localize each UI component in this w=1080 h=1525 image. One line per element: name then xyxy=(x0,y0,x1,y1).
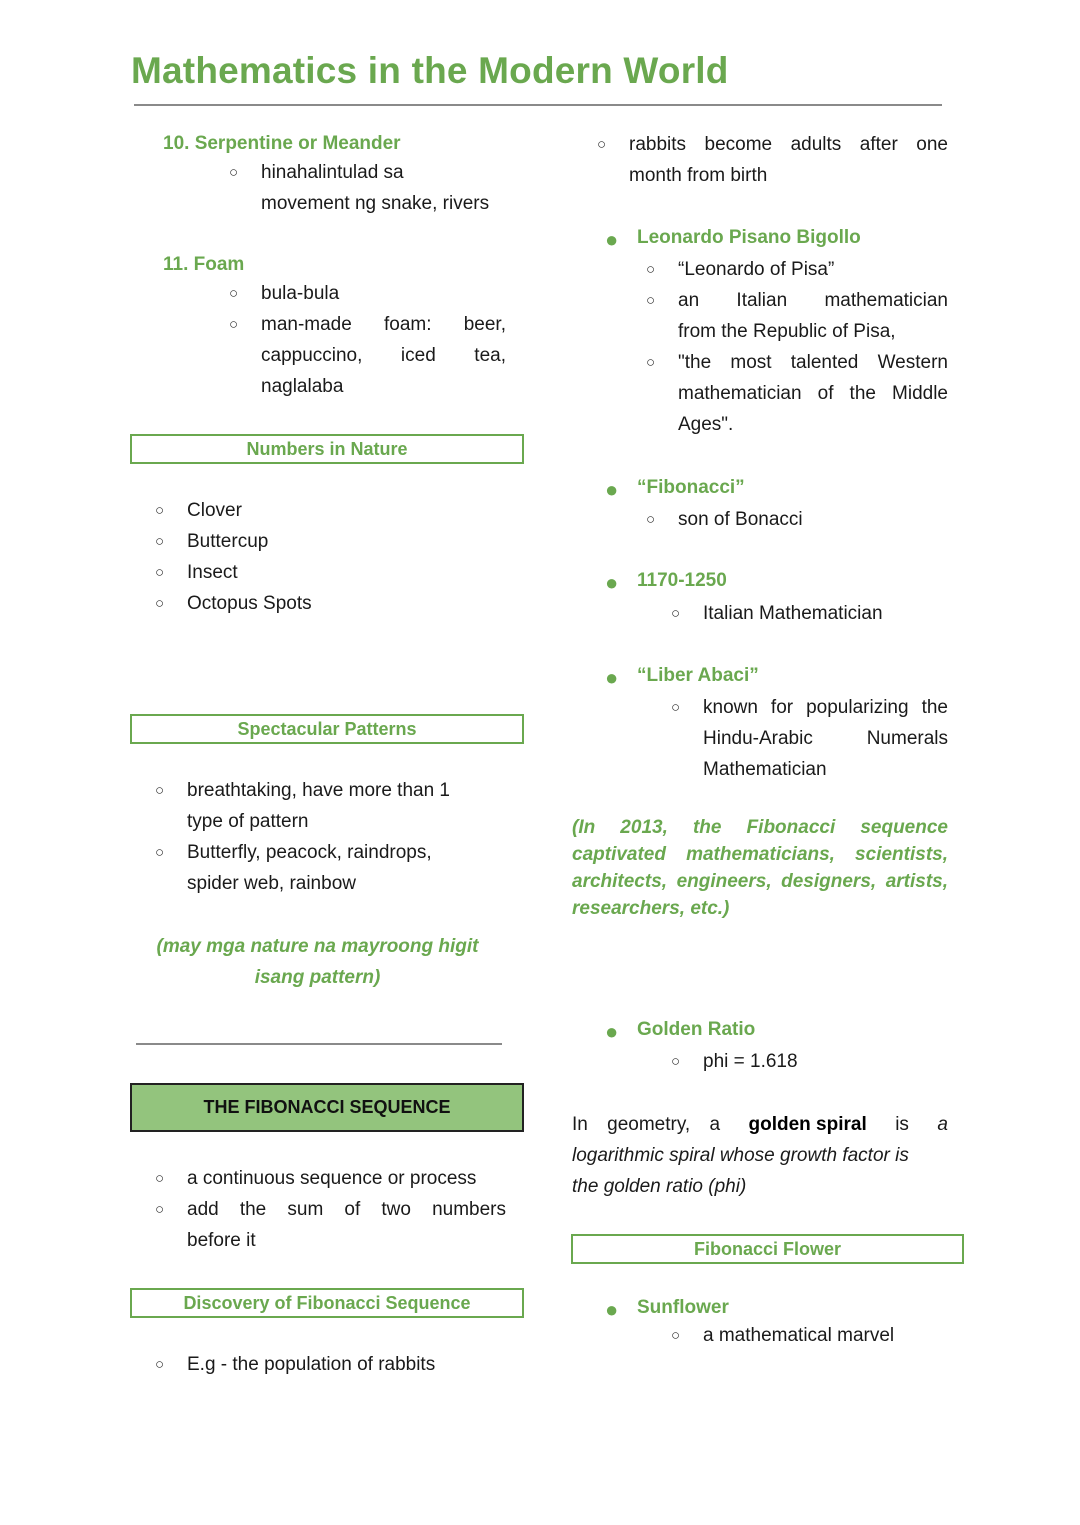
golden-ratio-heading: Golden Ratio xyxy=(637,1019,756,1040)
fibonacci-flower-header: Fibonacci Flower xyxy=(571,1234,964,1264)
bullet-circle-icon: ○ xyxy=(646,261,656,278)
foam-bullet-2-line2: cappuccino, iced tea, xyxy=(261,345,506,366)
leonardo-heading: Leonardo Pisano Bigollo xyxy=(637,227,861,248)
bullet-circle-icon: ○ xyxy=(155,1170,165,1187)
serpentine-heading: 10. Serpentine or Meander xyxy=(163,133,401,154)
fibonacci-name-bullet: son of Bonacci xyxy=(678,509,803,530)
leonardo-bullet-1: “Leonardo of Pisa” xyxy=(678,259,835,280)
spiral-text-c: is xyxy=(895,1114,909,1135)
fibonacci-note-line4: researchers, etc.) xyxy=(572,898,730,919)
fibonacci-name-heading: “Fibonacci” xyxy=(637,477,745,498)
serpentine-bullet-line2: movement ng snake, rivers xyxy=(261,193,490,214)
leonardo-bullet-2-line1: an Italian mathematician xyxy=(678,290,948,311)
golden-spiral-line1 xyxy=(572,1109,948,1140)
spectacular-note-line2: isang pattern) xyxy=(254,967,381,988)
bullet-circle-icon: ○ xyxy=(155,595,165,612)
sunflower-bullet: a mathematical marvel xyxy=(703,1325,895,1346)
bullet-circle-icon: ○ xyxy=(671,699,681,716)
spiral-text-d: a xyxy=(937,1114,948,1135)
foam-bullet-2-line1: man-made foam: beer, xyxy=(261,314,506,335)
fibonacci-note-line2: captivated mathematicians, scientists, xyxy=(572,844,948,865)
section-divider xyxy=(136,1043,502,1045)
spiral-text-a: In geometry, a xyxy=(572,1114,721,1135)
discovery-header: Discovery of Fibonacci Sequence xyxy=(130,1288,524,1318)
nature-item-buttercup: Buttercup xyxy=(187,531,269,552)
fibonacci-note-line1: (In 2013, the Fibonacci sequence xyxy=(572,817,948,838)
bullet-dot-icon: ● xyxy=(605,1297,619,1322)
liber-bullet-line1: known for popularizing the xyxy=(703,697,948,718)
bullet-circle-icon: ○ xyxy=(671,1327,681,1344)
leonardo-bullet-2-line2: from the Republic of Pisa, xyxy=(678,321,896,342)
spectacular-bullet-2-line1: Butterfly, peacock, raindrops, xyxy=(187,842,432,863)
golden-spiral-line3: the golden ratio (phi) xyxy=(572,1176,747,1197)
page-title: Mathematics in the Modern World xyxy=(131,50,729,91)
bullet-dot-icon: ● xyxy=(605,665,619,690)
bullet-circle-icon: ○ xyxy=(229,285,239,302)
bullet-dot-icon: ● xyxy=(605,477,619,502)
spectacular-bullet-2-line2: spider web, rainbow xyxy=(187,873,356,894)
bullet-circle-icon: ○ xyxy=(671,605,681,622)
sunflower-heading: Sunflower xyxy=(637,1297,729,1318)
liber-abaci-heading: “Liber Abaci” xyxy=(637,665,759,686)
fibonacci-bullet-2-line2: before it xyxy=(187,1230,256,1251)
fibonacci-sequence-header: THE FIBONACCI SEQUENCE xyxy=(130,1083,524,1132)
bullet-circle-icon: ○ xyxy=(229,164,239,181)
spectacular-note-line1: (may mga nature na mayroong higit xyxy=(156,936,479,957)
bullet-circle-icon: ○ xyxy=(646,511,656,528)
liber-bullet-line2: Hindu-Arabic Numerals xyxy=(703,728,948,749)
fibonacci-bullet-1: a continuous sequence or process xyxy=(187,1168,477,1189)
bullet-circle-icon: ○ xyxy=(229,316,239,333)
spiral-term: golden spiral xyxy=(748,1114,867,1135)
bullet-circle-icon: ○ xyxy=(155,564,165,581)
leonardo-bullet-3-line1: "the most talented Western xyxy=(678,352,948,373)
bullet-circle-icon: ○ xyxy=(155,502,165,519)
bullet-circle-icon: ○ xyxy=(155,1201,165,1218)
fibonacci-bullet-2-line1: add the sum of two numbers xyxy=(187,1199,506,1220)
years-bullet: Italian Mathematician xyxy=(703,603,883,624)
leonardo-bullet-3-line3: Ages". xyxy=(678,414,734,435)
rabbits-line1: rabbits become adults after one xyxy=(629,134,948,155)
nature-item-clover: Clover xyxy=(187,500,242,521)
spectacular-bullet-1-line2: type of pattern xyxy=(187,811,309,832)
title-divider xyxy=(134,104,942,106)
fibonacci-note-line3: architects, engineers, designers, artists, xyxy=(572,871,948,892)
bullet-circle-icon: ○ xyxy=(597,136,607,153)
bullet-circle-icon: ○ xyxy=(671,1053,681,1070)
golden-ratio-value: phi = 1.618 xyxy=(703,1051,798,1072)
spectacular-patterns-header: Spectacular Patterns xyxy=(130,714,524,744)
numbers-in-nature-header: Numbers in Nature xyxy=(130,434,524,464)
foam-bullet-2-line3: naglalaba xyxy=(261,376,344,397)
bullet-circle-icon: ○ xyxy=(155,1356,165,1373)
golden-spiral-line2: logarithmic spiral whose growth factor is xyxy=(572,1145,909,1166)
bullet-circle-icon: ○ xyxy=(155,844,165,861)
bullet-circle-icon: ○ xyxy=(155,533,165,550)
years-heading: 1170-1250 xyxy=(637,570,727,591)
discovery-bullet-1: E.g - the population of rabbits xyxy=(187,1354,436,1375)
nature-item-octopus: Octopus Spots xyxy=(187,593,312,614)
bullet-circle-icon: ○ xyxy=(646,292,656,309)
bullet-dot-icon: ● xyxy=(605,227,619,252)
spectacular-bullet-1-line1: breathtaking, have more than 1 xyxy=(187,780,451,801)
foam-heading: 11. Foam xyxy=(163,254,245,275)
serpentine-bullet-line1: hinahalintulad sa xyxy=(261,162,404,183)
leonardo-bullet-3-line2: mathematician of the Middle xyxy=(678,383,948,404)
bullet-circle-icon: ○ xyxy=(646,354,656,371)
liber-bullet-line3: Mathematician xyxy=(703,759,827,780)
bullet-circle-icon: ○ xyxy=(155,782,165,799)
bullet-dot-icon: ● xyxy=(605,570,619,595)
nature-item-insect: Insect xyxy=(187,562,238,583)
bullet-dot-icon: ● xyxy=(605,1019,619,1044)
foam-bullet-1: bula-bula xyxy=(261,283,340,304)
rabbits-line2: month from birth xyxy=(629,165,768,186)
